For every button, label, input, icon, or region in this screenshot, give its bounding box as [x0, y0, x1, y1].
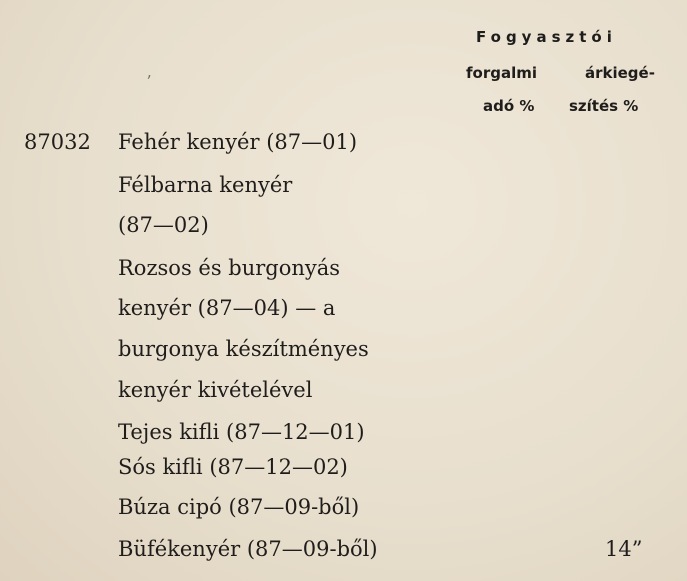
item-line: kenyér (87—04) — a [118, 296, 336, 320]
rate-value: 14” [605, 537, 643, 561]
item-line: Büfékenyér (87—09-ből) [118, 537, 378, 561]
item-line: Sós kifli (87—12—02) [118, 455, 348, 479]
item-line: Tejes kifli (87—12—01) [118, 420, 365, 444]
item-code: 87032 [24, 130, 91, 154]
header-col2-line2: szítés % [569, 97, 639, 115]
item-line: Félbarna kenyér [118, 173, 293, 197]
item-line: kenyér kivételével [118, 378, 313, 402]
header-col1-line2: adó % [483, 97, 535, 115]
header-title: Fogyasztói [476, 28, 617, 46]
item-line: burgonya készítményes [118, 337, 369, 361]
header-col2-line1: árkiegé- [585, 64, 655, 82]
header-col1-line1: forgalmi [466, 64, 538, 82]
item-line: Fehér kenyér (87—01) [118, 130, 358, 154]
item-line: Rozsos és burgonyás [118, 256, 341, 280]
item-line: (87—02) [118, 213, 209, 237]
item-line: Búza cipó (87—09-ből) [118, 495, 360, 519]
stray-mark: ʼ [146, 72, 152, 91]
